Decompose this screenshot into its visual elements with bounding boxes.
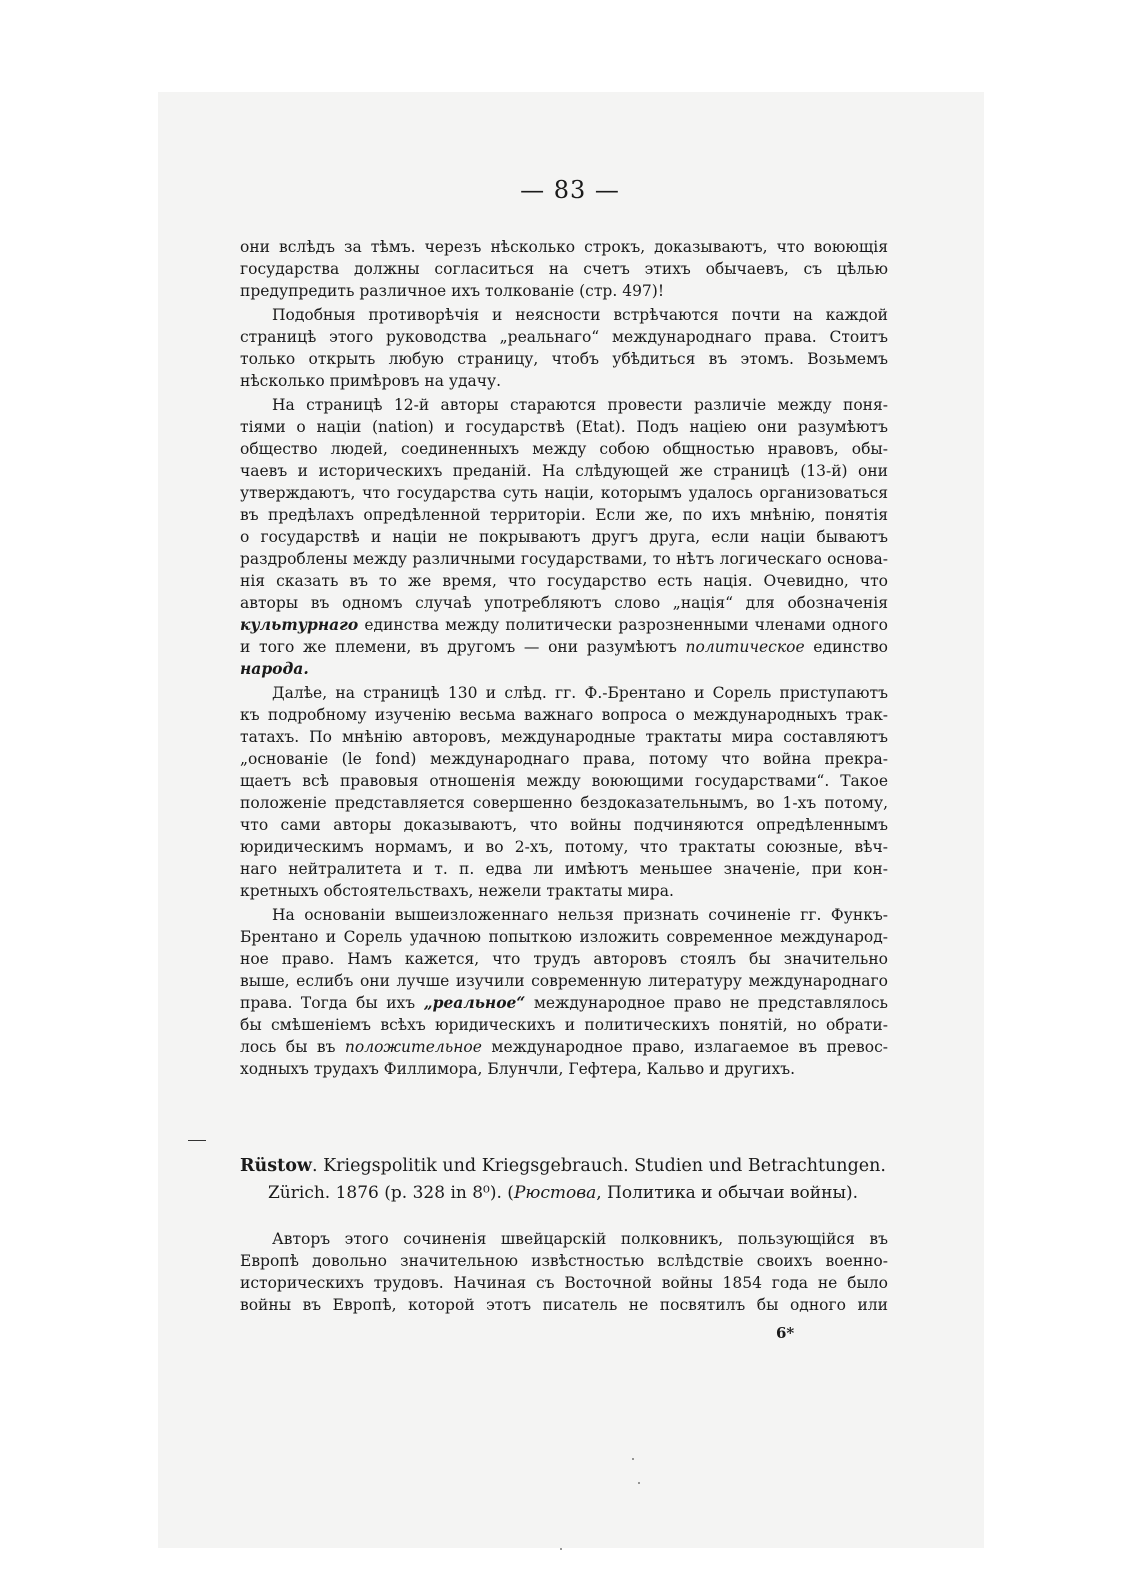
text-line: государства должны согласиться на счетъ этихъ обычаевъ, съ цѣлью: [240, 260, 888, 278]
text-line: утверждаютъ, что государства суть націи, которымъ удалось организоваться: [240, 484, 888, 502]
text-line: выше, еслибъ они лучше изучили современную литературу международнаго: [240, 972, 888, 990]
text-line: раздроблены между различными государствами, то нѣтъ логическаго основа-: [240, 550, 888, 568]
text-line: о государствѣ и націи не покрываютъ другъ друга, если націи бываютъ: [240, 528, 888, 546]
scan-speck: [560, 1548, 562, 1550]
review-author: Rüstow: [240, 1156, 312, 1176]
text-line: Далѣе, на страницѣ 130 и слѣд. гг. Ф.-Брентано и Сорель приступаютъ: [272, 684, 888, 702]
text-line: предупредить различное ихъ толкованіе (стр. 497)!: [240, 282, 665, 300]
text-line: На основаніи вышеизложеннаго нельзя признать сочиненіе гг. Функъ-: [272, 906, 888, 924]
text-line: права. Тогда бы ихъ „реальное“ международное право не представлялось: [240, 993, 888, 1012]
text-line: страницѣ этого руководства „реальнаго“ международнаго права. Стоитъ: [240, 328, 888, 346]
text-line: тіями о націи (nation) и государствѣ (Etat). Подъ націею они разумѣютъ: [240, 418, 888, 436]
text-line: нія сказать въ то же время, что государство есть нація. Очевидно, что: [240, 572, 888, 590]
page-number: — 83 —: [520, 176, 620, 204]
scan-speck: [638, 1482, 640, 1484]
text-line: ходныхъ трудахъ Филлимора, Блунчли, Гефтера, Кальво и другихъ.: [240, 1060, 796, 1078]
text-line: только открыть любую страницу, чтобъ убѣдиться въ этомъ. Возьмемъ: [240, 350, 888, 368]
text-line: Авторъ этого сочиненія швейцарскій полковникъ, пользующійся въ: [272, 1230, 888, 1248]
text-line: ное право. Намъ кажется, что трудъ авторовъ стоялъ бы значительно: [240, 950, 888, 968]
text-line: культурнаго единства между политически разрозненными членами одного: [240, 615, 888, 634]
text-line: что сами авторы доказываютъ, что войны подчиняются опредѣленнымъ: [240, 816, 888, 834]
text-line: войны въ Европѣ, которой этотъ писатель не посвятилъ бы одного или: [240, 1296, 888, 1314]
text-line: къ подробному изученію весьма важнаго вопроса о международныхъ трак-: [240, 706, 888, 724]
text-line: народа.: [240, 659, 309, 678]
text-line: кретныхъ обстоятельствахъ, нежели трактаты мира.: [240, 882, 674, 900]
text-line: лось бы въ положительное международное право, излагаемое въ превос-: [240, 1038, 888, 1056]
text-line: положеніе представляется совершенно бездоказательнымъ, во 1-хъ потому,: [240, 794, 888, 812]
text-line: историческихъ трудовъ. Начиная съ Восточной войны 1854 года не было: [240, 1274, 888, 1292]
text-line: авторы въ одномъ случаѣ употребляютъ слово „нація“ для обозначенія: [240, 594, 888, 612]
review-title: . Kriegspolitik und Kriegsgebrauch. Studien und Betrachtungen.: [311, 1156, 886, 1176]
review-publication: Zürich. 1876 (p. 328 in 8⁰). (Рюстова, Политика и обычаи войны).: [268, 1183, 859, 1203]
text-line: наго нейтралитета и т. п. едва ли имѣютъ меньшее значеніе, при кон-: [240, 860, 888, 878]
text-line: они вслѣдъ за тѣмъ. черезъ нѣсколько строкъ, доказываютъ, что воюющія: [240, 238, 888, 256]
text-line: татахъ. По мнѣнію авторовъ, международные трактаты мира составляютъ: [240, 728, 888, 746]
text-line: щаетъ всѣ правовыя отношенія между воюющими государствами“. Такое: [240, 772, 888, 790]
text-line: „основаніе (le fond) международнаго права, потому что война прекра-: [240, 750, 888, 768]
text-line: нѣсколько примѣровъ на удачу.: [240, 372, 502, 390]
text-line: Подобныя противорѣчія и неясности встрѣчаются почти на каждой: [272, 306, 888, 324]
text-line: Европѣ довольно значительною извѣстностью вслѣдствіе своихъ военно-: [240, 1252, 888, 1270]
review-heading: [240, 1152, 888, 1180]
text-line: и того же племени, въ другомъ — они разумѣютъ политическое единство: [240, 638, 888, 656]
scan-speck: [632, 1458, 634, 1460]
signature-mark: 6*: [776, 1324, 795, 1342]
text-line: юридическимъ нормамъ, и во 2-хъ, потому, что трактаты союзные, вѣч-: [240, 838, 888, 856]
text-line: бы смѣшеніемъ всѣхъ юридическихъ и политическихъ понятій, но обрати-: [240, 1016, 888, 1034]
text-line: въ предѣлахъ опредѣленной территоріи. Если же, по ихъ мнѣнію, понятія: [240, 506, 888, 524]
text-line: На страницѣ 12-й авторы стараются провести различіе между поня-: [272, 396, 888, 414]
text-line: общество людей, соединенныхъ между собою общностью нравовъ, обы-: [240, 440, 888, 458]
text-line: чаевъ и историческихъ преданій. На слѣдующей же страницѣ (13-й) они: [240, 462, 888, 480]
section-separator: [188, 1140, 206, 1141]
text-line: Брентано и Сорель удачною попыткою изложить современное международ-: [240, 928, 888, 946]
